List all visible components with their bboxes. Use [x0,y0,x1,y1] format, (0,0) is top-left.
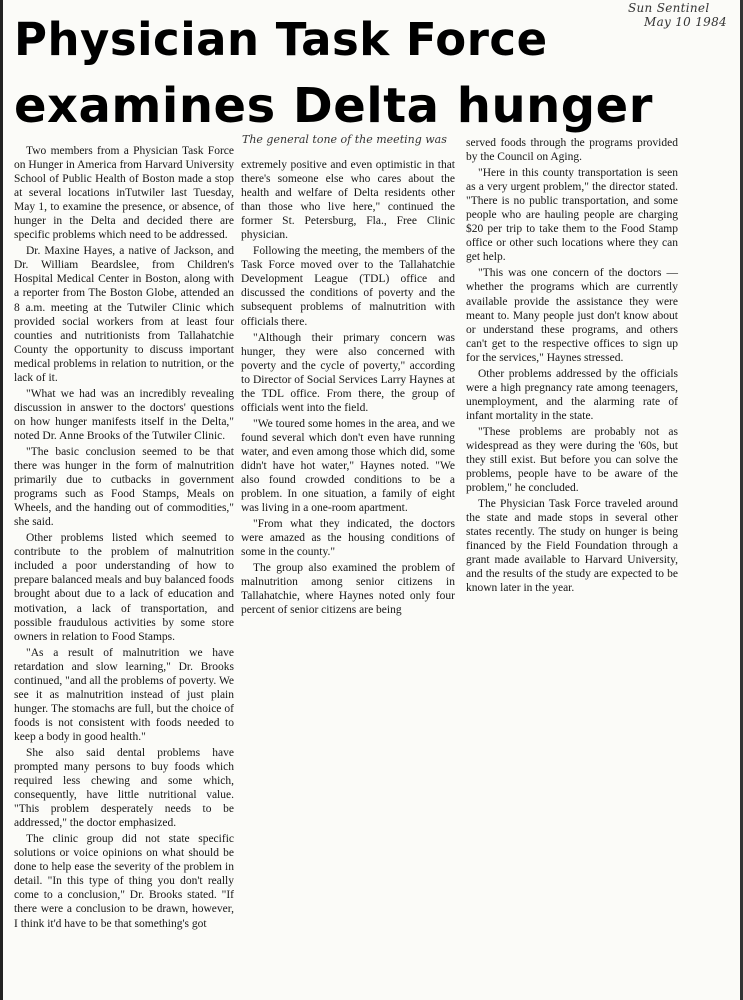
paragraph: Following the meeting, the members of the Task Force moved over to the Tallahatchie Development League (TDL) office and discussed the conditions of poverty and the subsequent problems of malnutrition with officials there. [241,245,455,328]
paragraph: The Physician Task Force traveled around the state and made stops in several other states recently. The study on hunger is being financed by the Field Foundation through a grant made available to Harvard University, and the results of the study are expected to be known later in the year. [466,498,678,595]
handwritten-source-note: Sun Sentinel [628,1,710,15]
paragraph: "As a result of malnutrition we have retardation and slow learning," Dr. Brooks continued, "and all the problems of poverty. We see it as malnutrition instead of just plain hunger. The stomachs are full, but the choice of foods is not consistent with foods needed to keep a body in good health." [14,646,234,743]
paragraph: served foods through the programs provided by the Council on Aging. [466,137,678,164]
paragraph: "What we had was an incredibly revealing discussion in answer to the doctors' questions on how hunger manifests itself in the Delta," noted Dr. Anne Brooks of the Tutwiler Clinic. [14,387,234,442]
article-column-2 [241,158,455,620]
paragraph: "Here in this county transportation is seen as a very urgent problem," the director stated. "There is no public transportation, and some people who are hauling people are charging $20 per trip to take them to the Food Stamp office or other such locations where they can get help. [466,167,678,264]
handwritten-date-note: May 10 1984 [644,15,727,29]
handwritten-insert: The general tone of the meeting was [242,133,447,146]
article-column-3 [466,136,678,598]
paragraph: "These problems are probably not as widespread as they were during the '60s, but they still exist. But before you can solve the problems, people have to be aware of the problem," he concluded. [466,425,678,495]
paragraph: The clinic group did not state specific solutions or voice opinions on what should be done to help ease the severity of the problem in detail. "In this type of thing you don't really come to a conclusion," Dr. Brooks stated. "If there were a conclusion to be drawn, however, I think it'd have to be that something's got [14,833,234,930]
paragraph: Other problems addressed by the officials were a high pregnancy rate among teenagers, unemployment, and the alarming rate of infant mortality in the state. [466,367,678,422]
paragraph: She also said dental problems have prompted many persons to buy foods which required less chewing and some which, consequently, have little nutritional value. "This problem desperately needs to be addressed," the doctor emphasized. [14,746,234,830]
paragraph: "The basic conclusion seemed to be that there was hunger in the form of malnutrition primarily due to cutbacks in government programs such as Food Stamps, Meals on Wheels, and the handing out of commodities," she said. [14,445,234,529]
headline-line-1: Physician Task Force [14,13,548,66]
paragraph: extremely positive and even optimistic in that there's someone else who cares about the health and welfare of Delta residents other than those who live here," continued the former St. Petersburg, Fla., Free Clinic physician. [241,159,455,242]
paragraph: Other problems listed which seemed to contribute to the problem of malnutrition included a poor understanding of how to prepare balanced meals and buy balanced foods brought about due to a lack of education and motivation, a lack of transportation, and possible fraudulous activities by some store owners in relation to Food Stamps. [14,532,234,643]
paragraph: "From what they indicated, the doctors were amazed as the housing conditions of some in the county." [241,518,455,559]
paragraph: The group also examined the problem of malnutrition among senior citizens in Tallahatchie, where Haynes noted only four percent of senior citizens are being [241,562,455,617]
paragraph: "Although their primary concern was hunger, they were also concerned with poverty and the cycle of poverty," according to Director of Social Services Larry Haynes at the TDL office. From there, the group of officials went into the field. [241,331,455,414]
paragraph: "We toured some homes in the area, and we found several which don't even have running water, and even among those which did, some didn't have hot water," Haynes noted. "We also found crowded conditions to be a problem. In one situation, a family of eight was living in a one-room apartment. [241,417,455,515]
paragraph: Two members from a Physician Task Force on Hunger in America from Harvard University School of Public Health of Boston made a stop at several locations inTutwiler last Tuesday, May 1, to examine the presence, or absence, of hunger in the Delta and decided there are specific problems which need to be addressed. [14,145,234,242]
headline-line-2: examines Delta hunger [14,78,653,134]
scan-edge-left [0,0,3,1000]
paragraph: Dr. Maxine Hayes, a native of Jackson, and Dr. William Beardslee, from Children's Hospital Medical Center in Boston, along with a reporter from The Boston Globe, attended an 8 a.m. meeting at the Tutwiler Clinic which provided social workers from at least four counties and nutritionists from Tallahatchie County the opportunity to discuss important medical problems in relation to nutrition, or the lack of it. [14,245,234,384]
article-column-1 [14,144,234,933]
paragraph: "This was one concern of the doctors — whether the programs which are currently available provide the assistance they were meant to. Many people just don't know about or understand these programs, and others can't get to the respective offices to sign up for the services," Haynes stressed. [466,267,678,364]
